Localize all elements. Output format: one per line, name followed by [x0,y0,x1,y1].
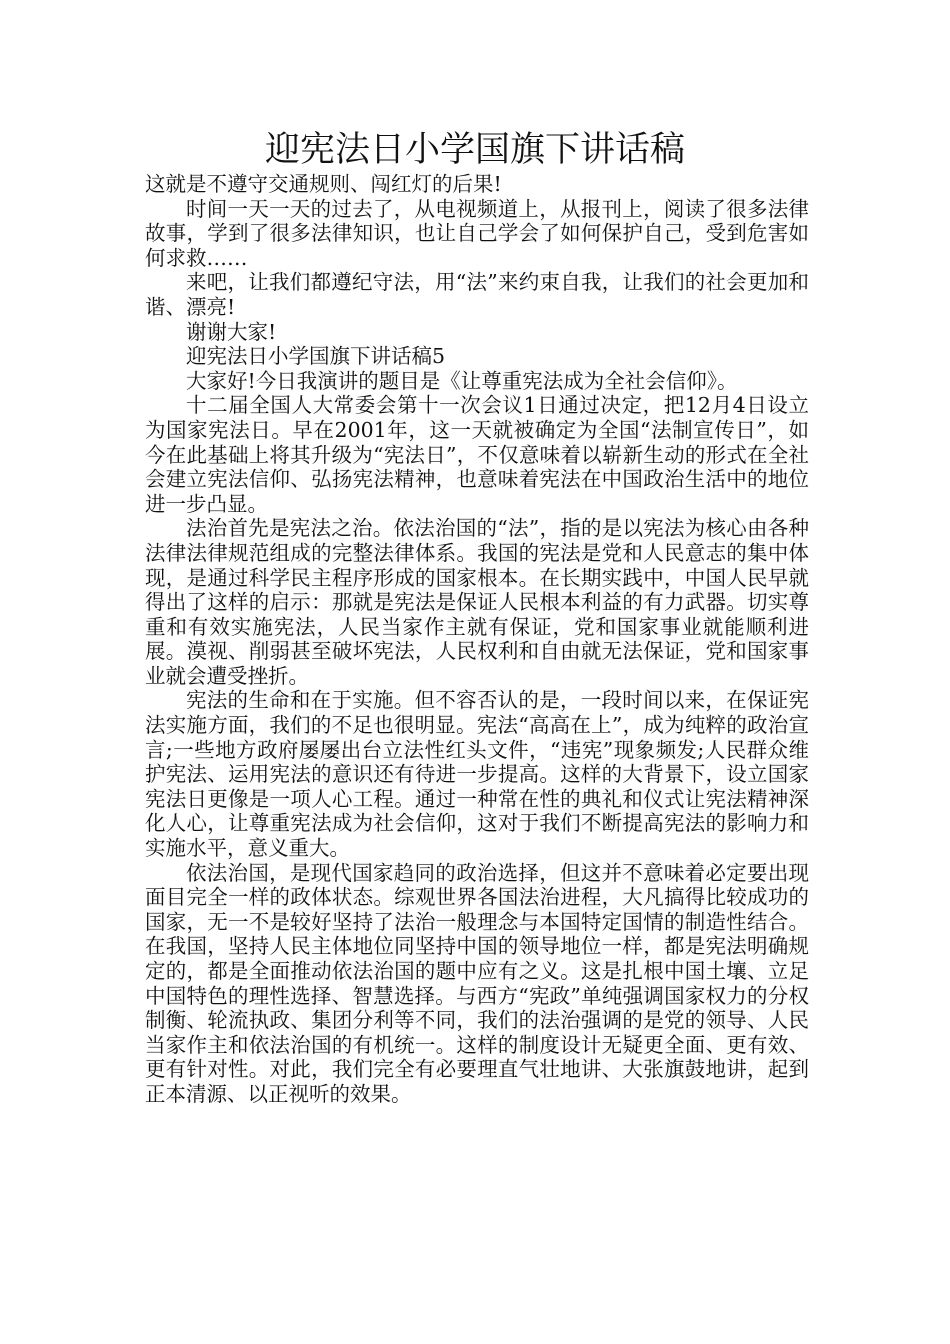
paragraph: 这就是不遵守交通规则、闯红灯的后果! [145,172,502,196]
paragraph: 来吧，让我们都遵纪守法，用“法”来约束自我，让我们的社会更加和谐、漂亮! [145,270,809,319]
paragraph: 法治首先是宪法之治。依法治国的“法”，指的是以宪法为核心由各种法律法律规范组成的完整法律体系。我国的宪法是党和人民意志的集中体现，是通过科学民主程序形成的国家根本。在长期实践中，中国人民早就得出了这样的启示：那就是宪法是保证人民根本利益的有力武器。切实尊重和有效实施宪法，人民当家作主就有保证，党和国家事业就能顺利进展。漠视、削弱甚至破坏宪法，人民权利和自由就无法保证，党和国家事业就会遭受挫折。 [145,516,809,688]
paragraph: 迎宪法日小学国旗下讲话稿5 [186,344,446,369]
paragraph: 十二届全国人大常委会第十一次会议1日通过决定，把12月4日设立为国家宪法日。早在2001年，这一天就被确定为全国“法制宣传日”，如今在此基础上将其升级为“宪法日”，不仅意味着以崭新生动的形式在全社会建立宪法信仰、弘扬宪法精神，也意味着宪法在中国政治生活中的地位进一步凸显。 [145,393,809,516]
paragraph: 依法治国，是现代国家趋同的政治选择，但这并不意味着必定要出现面目完全一样的政体状态。综观世界各国法治进程，大凡搞得比较成功的国家，无一不是较好坚持了法治一般理念与本国特定国情的制造性结合。在我国，坚持人民主体地位同坚持中国的领导地位一样，都是宪法明确规定的，都是全面推动依法治国的题中应有之义。这是扎根中国土壤、立足中国特色的理性选择、智慧选择。与西方“宪政”单纯强调国家权力的分权制衡、轮流执政、集团分利等不同，我们的法治强调的是党的领导、人民当家作主和依法治国的有机统一。这样的制度设计无疑更全面、更有效、更有针对性。对此，我们完全有必要理直气壮地讲、大张旗鼓地讲，起到正本清源、以正视听的效果。 [145,860,809,1106]
paragraph: 时间一天一天的过去了，从电视频道上，从报刊上，阅读了很多法律故事，学到了很多法律知识，也让自己学会了如何保护自己，受到危害如何求救…… [145,196,809,270]
paragraph: 大家好!今日我演讲的题目是《让尊重宪法成为全社会信仰》。 [186,368,738,393]
paragraph: 宪法的生命和在于实施。但不容否认的是，一段时间以来，在保证宪法实施方面，我们的不足也很明显。宪法“高高在上”，成为纯粹的政治宣言;一些地方政府屡屡出台立法性红头文件，“违宪”现象频发;人民群众维护宪法、运用宪法的意识还有待进一步提高。这样的大背景下，设立国家宪法日更像是一项人心工程。通过一种常在性的典礼和仪式让宪法精神深化人心，让尊重宪法成为社会信仰，这对于我们不断提高宪法的影响力和实施水平，意义重大。 [145,688,809,861]
paragraph: 谢谢大家! [186,319,277,344]
document-body [145,172,809,1107]
document-title: 迎宪法日小学国旗下讲话稿 [264,130,685,170]
